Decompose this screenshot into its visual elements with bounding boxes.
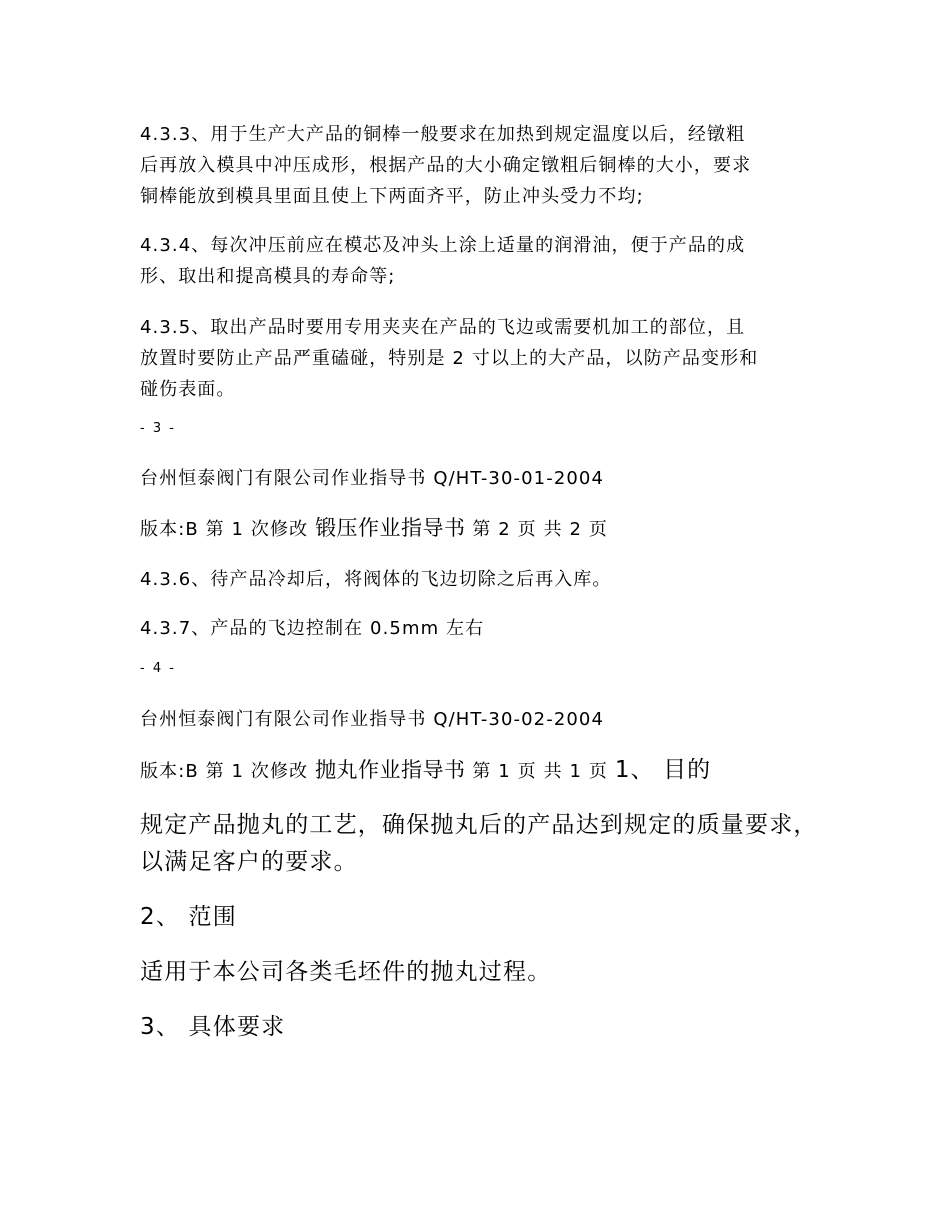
paragraph-4-3-4-line-1: 4.3.4、每次冲压前应在模芯及冲头上涂上适量的润滑油，便于产品的成	[140, 235, 746, 256]
document-header-version	[140, 512, 608, 542]
section-heading: 3、 具体要求	[140, 1014, 286, 1040]
scope-text: 适用于本公司各类毛坯件的抛丸过程。	[140, 959, 552, 985]
paragraph-4-3-6: 4.3.6、待产品冷却后，将阀体的飞边切除之后再入库。	[140, 569, 612, 590]
document-title: 锻压作业指导书	[315, 516, 466, 540]
section-heading: 1、 目的	[614, 757, 712, 783]
page-number: - 4 -	[140, 661, 176, 676]
version-label: 版本:B 第 1 次修改	[140, 761, 316, 782]
document-header-company: 台州恒泰阀门有限公司作业指导书 Q/HT-30-02-2004	[140, 709, 605, 730]
document-header-version	[140, 751, 711, 784]
paragraph-4-3-4-line-2: 形、取出和提高模具的寿命等;	[140, 266, 396, 287]
paragraph-4-3-3-line-1: 4.3.3、用于生产大产品的铜棒一般要求在加热到规定温度以后，经镦粗	[140, 124, 746, 145]
paragraph-4-3-5-line-3: 碰伤表面。	[140, 379, 236, 400]
version-label: 版本:B 第 1 次修改	[140, 519, 316, 540]
paragraph-4-3-5-line-1: 4.3.5、取出产品时要用专用夹夹在产品的飞边或需要机加工的部位，且	[140, 317, 746, 338]
purpose-line-2: 以满足客户的要求。	[140, 849, 358, 875]
paragraph-4-3-3-line-3: 铜棒能放到模具里面且使上下两面齐平，防止冲头受力不均;	[140, 186, 644, 207]
purpose-line-1: 规定产品抛丸的工艺，确保抛丸后的产品达到规定的质量要求，	[140, 812, 818, 838]
paragraph-4-3-5-line-2: 放置时要防止产品严重磕碰，特别是 2 寸以上的大产品，以防产品变形和	[140, 348, 759, 369]
page-count: 第 1 页 共 1 页	[465, 761, 615, 782]
paragraph-4-3-3-line-2: 后再放入模具中冲压成形，根据产品的大小确定镦粗后铜棒的大小，要求	[140, 155, 752, 176]
document-header-company: 台州恒泰阀门有限公司作业指导书 Q/HT-30-01-2004	[140, 468, 605, 489]
page-count: 第 2 页 共 2 页	[465, 519, 608, 540]
page-number: - 3 -	[140, 421, 176, 436]
section-heading: 2、 范围	[140, 904, 237, 930]
paragraph-4-3-7: 4.3.7、产品的飞边控制在 0.5mm 左右	[140, 618, 485, 639]
document-title: 抛丸作业指导书	[315, 758, 466, 782]
